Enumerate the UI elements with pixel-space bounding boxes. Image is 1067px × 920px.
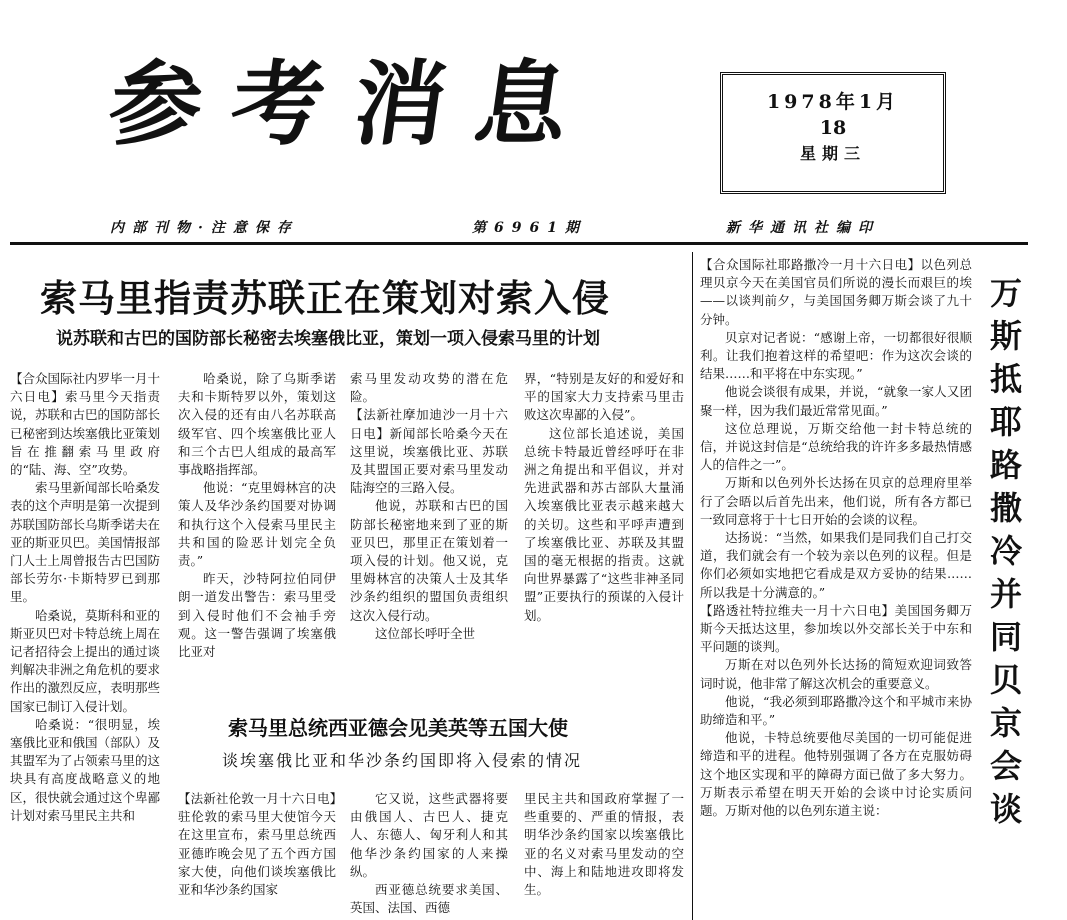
second-subheadline: 谈埃塞俄比亚和华沙条约国即将入侵索的情况 <box>222 751 583 770</box>
second-column-1 <box>178 790 336 920</box>
paragraph: 他说，卡特总统要他尽美国的一切可能促进缔造和平的进程。他特别强调了各方在克服妨碍这个地区实现和平的障碍方面已做了多大努力。万斯表示希望在明天开始的会谈中讨论实质问题。万斯对他的以色列东道主说： <box>700 730 972 819</box>
paragraph: 索马里发动攻势的潜在危险。 <box>350 371 508 405</box>
info-publisher: 新华通讯社编印 <box>726 220 880 236</box>
main-column-3 <box>350 370 508 690</box>
paragraph: 哈桑说，莫斯科和亚的斯亚贝巴对卡特总统上周在记者招待会上提出的通过谈判解决非洲之角危机的要求作出的激烈反应，表明那些国家已制订入侵计划。 <box>10 607 161 714</box>
paragraph: 万斯在对以色列外长达扬的简短欢迎词致答词时说，他非常了解这次机会的重要意义。 <box>700 657 972 691</box>
paragraph: 他说：“克里姆林宫的决策人及华沙条约国要对协调和执行这个入侵索马里民主共和国的险恶计划完全负责。” <box>178 480 336 569</box>
paragraph: 哈桑说，除了乌斯季诺夫和卡斯特罗以外，策划这次入侵的还有由八名苏联高级军官、四个埃塞俄比亚人和三个古巴人组成的最高军事战略指挥部。 <box>178 371 336 478</box>
main-column-2 <box>178 370 336 690</box>
paragraph: 它又说，这些武器将要由俄国人、古巴人、捷克人、东德人、匈牙利人和其他华沙条约国家的人来操纵。 <box>350 791 508 879</box>
main-headline: 索马里指责苏联正在策划对索入侵 <box>40 276 610 320</box>
side-headline: 万斯抵耶路撒冷并同贝京会谈 <box>989 274 1022 828</box>
paragraph: 贝京对记者说：“感谢上帝，一切都很好很顺利。让我们抱着这样的希望吧：作为这次会谈的结果……和平将在中东实现。” <box>700 329 972 382</box>
info-issue: 第6961期 <box>472 220 587 236</box>
paragraph: 万斯和以色列外长达扬在贝京的总理府里举行了会晤以后首先出来，他们说，所有各方都已一致同意将于十七日开始的会谈的议程。 <box>700 475 972 527</box>
paragraph: 【合众国际社内罗毕一月十六日电】索马里今天指责说，苏联和古巴的国防部长已秘密到达埃塞俄比亚策划旨在推翻索马里政府的“陆、海、空”攻势。 <box>10 371 161 478</box>
masthead: 参考消息 <box>102 50 606 158</box>
paragraph: 这位部长呼吁全世 <box>375 625 476 641</box>
date-year-month: 1978年1月 <box>766 91 900 113</box>
second-column-2 <box>350 790 508 920</box>
side-article <box>700 256 972 920</box>
info-internal: 内部刊物·注意保存 <box>110 220 299 236</box>
date-box <box>720 72 946 194</box>
paragraph: 【合众国际社耶路撒冷一月十六日电】以色列总理贝京今天在美国官员们所说的漫长而艰巨的埃——以谈判前夕，与美国国务卿万斯会谈了九十分钟。 <box>700 257 972 327</box>
masthead-rule <box>10 242 1028 245</box>
paragraph: 【路透社特拉维夫一月十六日电】美国国务卿万斯今天抵达这里，参加埃以外交部长关于中东和平问题的谈判。 <box>700 602 972 655</box>
paragraph: 西亚德总统要求美国、英国、法国、西德 <box>350 882 508 916</box>
paragraph: 他说会谈很有成果，并说，“就象一家人又团聚一样，因为我们最近常常见面。” <box>700 384 972 418</box>
paragraph: 里民主共和国政府掌握了一些重要的、严重的情报，表明华沙条约国家以埃塞俄比亚的名义对索马里发动的空中、海上和陆地进攻即将发生。 <box>524 791 684 898</box>
paragraph: 【法新社摩加迪沙一月十六日电】新闻部长哈桑今天在这里说，埃塞俄比亚、苏联及其盟国正要对索马里发动陆海空的三路入侵。 <box>350 407 508 496</box>
paragraph: 他说，苏联和古巴的国防部长秘密地来到了亚的斯亚贝巴，那里正在策划着一项入侵的计划。他又说，克里姆林宫的决策人士及其华沙条约组织的盟国负责组织这次入侵行动。 <box>350 498 508 623</box>
paragraph: 他说，“我必须到耶路撒冷这个和平城市来协助缔造和平。” <box>700 693 972 728</box>
second-headline: 索马里总统西亚德会见美英等五国大使 <box>228 716 568 740</box>
paragraph: 界，“特别是友好的和爱好和平的国家大力支持索马里击败这次卑鄙的入侵”。 <box>524 371 684 423</box>
main-column-1 <box>10 370 160 920</box>
paragraph: 昨天，沙特阿拉伯同伊朗一道发出警告：索马里受到入侵时他们不会袖手旁观。这一警告强调了埃塞俄比亚对 <box>178 571 336 660</box>
column-rule <box>692 252 693 920</box>
paragraph: 这位部长追述说，美国总统卡特最近曾经呼吁在非洲之角提出和平倡议，并对先进武器和苏古部队大量涌入埃塞俄比亚表示越来越大的关切。这些和平呼声遭到了埃塞俄比亚、苏联及其盟国的毫无根据的指责。这就向世界暴露了“这些非神圣同盟”正要执行的预谋的入侵计划。 <box>524 425 684 623</box>
main-column-4 <box>524 370 684 690</box>
paragraph: 哈桑说：“很明显，埃塞俄比亚和俄国（部队）及其盟军为了占领索马里的这块具有高度战略意义的地区，很快就会通过这个卑鄙计划对索马里民主共和 <box>10 716 161 823</box>
date-weekday: 星期三 <box>799 144 866 163</box>
paragraph: 【法新社伦敦一月十六日电】驻伦敦的索马里大使馆今天在这里宣布，索马里总统西亚德昨晚会见了五个西方国家大使，向他们谈埃塞俄比亚和华沙条约国家 <box>178 791 336 898</box>
paragraph: 这位总理说，万斯交给他一封卡特总统的信，并说这封信是“总统给我的许许多多最热情感人的信件之一”。 <box>700 420 972 473</box>
paragraph: 达扬说：“当然，如果我们是同我们自己打交道，我们就会有一个较为亲以色列的议程。但是你们必须如实地把它看成是双方妥协的结果……所以我是十分满意的。” <box>700 530 972 600</box>
main-subheadline: 说苏联和古巴的国防部长秘密去埃塞俄比亚，策划一项入侵索马里的计划 <box>56 329 600 349</box>
date-day: 18 <box>819 117 847 139</box>
paragraph: 索马里新闻部长哈桑发表的这个声明是第一次提到苏联国防部长乌斯季诺夫在亚的斯亚贝巴。美国情报部门人士上周曾报告古巴国防部长劳尔·卡斯特罗已到那里。 <box>10 480 161 605</box>
second-column-3 <box>524 790 684 920</box>
